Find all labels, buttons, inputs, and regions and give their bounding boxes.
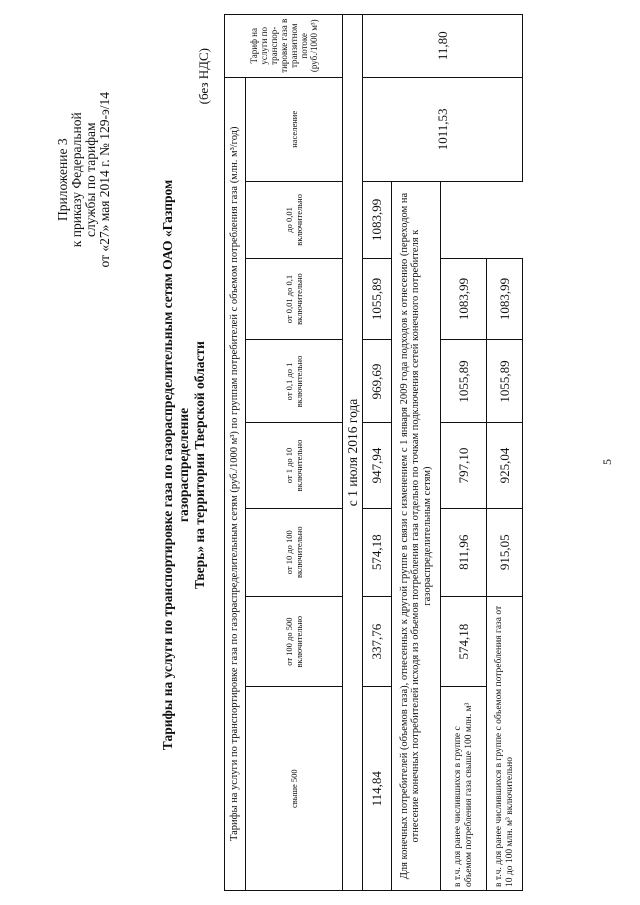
appendix-line-3: службы по тарифам [83, 122, 98, 237]
title-line-2: Тверь» на территории Тверской области [192, 341, 207, 589]
cell-10-100: 574,18 [363, 508, 392, 596]
appendix-line-1: Приложение 3 [55, 138, 70, 222]
subheader-10-100: от 10 до 100 включительно [246, 508, 343, 596]
subheader-1-10: от 1 до 10 включительно [246, 423, 343, 508]
subheader-0.1-1: от 0,1 до 1 включительно [246, 340, 343, 423]
sub-row-label: в т.ч. для ранее числившихся в группе с объемом потребления газа свыше 100 млн. м³ [441, 687, 487, 891]
title-line-1: Тарифы на услуги по транспортировке газа по газораспределительным сетям ОАО «Газпром газораспределение [160, 179, 191, 751]
subheader-100-500: от 100 до 500 включительно [246, 596, 343, 687]
appendix-header [56, 92, 112, 267]
cell-over-500: 114,84 [363, 687, 392, 891]
cell-100-500: 337,76 [363, 596, 392, 687]
sub-row-cell: 811,96 [441, 508, 487, 596]
sub-row-cell: 915,05 [487, 508, 523, 596]
subheader-population: население [246, 77, 343, 182]
header-transit: Тариф на услуги по транспор-тировке газа в транзитном потоке (руб./1000 м³) [225, 15, 343, 78]
sub-row-cell: 797,10 [441, 423, 487, 508]
sub-row-cell: 1083,99 [441, 258, 487, 340]
note-row: Для конечных потребителей (объемов газа), отнесенных к другой группе в связи с изменением с 1 января 2009 года подходов к отнесению (переходом на отнесение конечных потребителей исходя из объемов потребления газа отдельно по точкам подключения сетей конечного потребителя к газораспределительным сетям) [392, 182, 441, 891]
cell-0.01-0.1: 1055,89 [363, 258, 392, 340]
header-main: Тарифы на услуги по транспортировке газа по газораспределительным сетям (руб./1000 м³) по группам потребителей с объемом потребления газа (млн. м³/год) [225, 77, 246, 890]
subheader-over-500: свыше 500 [246, 687, 343, 891]
sub-row-cell: 1083,99 [487, 258, 523, 340]
sub-row-cell: 925,04 [487, 423, 523, 508]
cell-0.1-1: 969,69 [363, 340, 392, 423]
tariff-table [224, 14, 523, 891]
subheader-up-to-0.01: до 0,01 включительно [246, 182, 343, 258]
cell-transit: 11,80 [363, 15, 523, 78]
vat-note: (без НДС) [196, 48, 211, 105]
period-row: с 1 июля 2016 года [343, 15, 363, 891]
cell-population: 1011,53 [363, 77, 523, 182]
cell-1-10: 947,94 [363, 423, 392, 508]
appendix-line-2: к приказу Федеральной [69, 112, 84, 248]
sub-row-cell: 1055,89 [487, 340, 523, 423]
sub-row-cell: 1055,89 [441, 340, 487, 423]
document-title [160, 165, 208, 765]
sub-row-label: в т.ч. для ранее числившихся в группе с объемом потребления газа от 10 до 100 млн. м³ включительно [487, 596, 523, 890]
page-number: 5 [600, 459, 614, 465]
appendix-line-4: от «27» мая 2014 г. № 129-э/14 [97, 92, 112, 268]
sub-row-cell: 574,18 [441, 596, 487, 687]
cell-up-to-0.01: 1083,99 [363, 182, 392, 258]
subheader-0.01-0.1: от 0,01 до 0,1 включительно [246, 258, 343, 340]
